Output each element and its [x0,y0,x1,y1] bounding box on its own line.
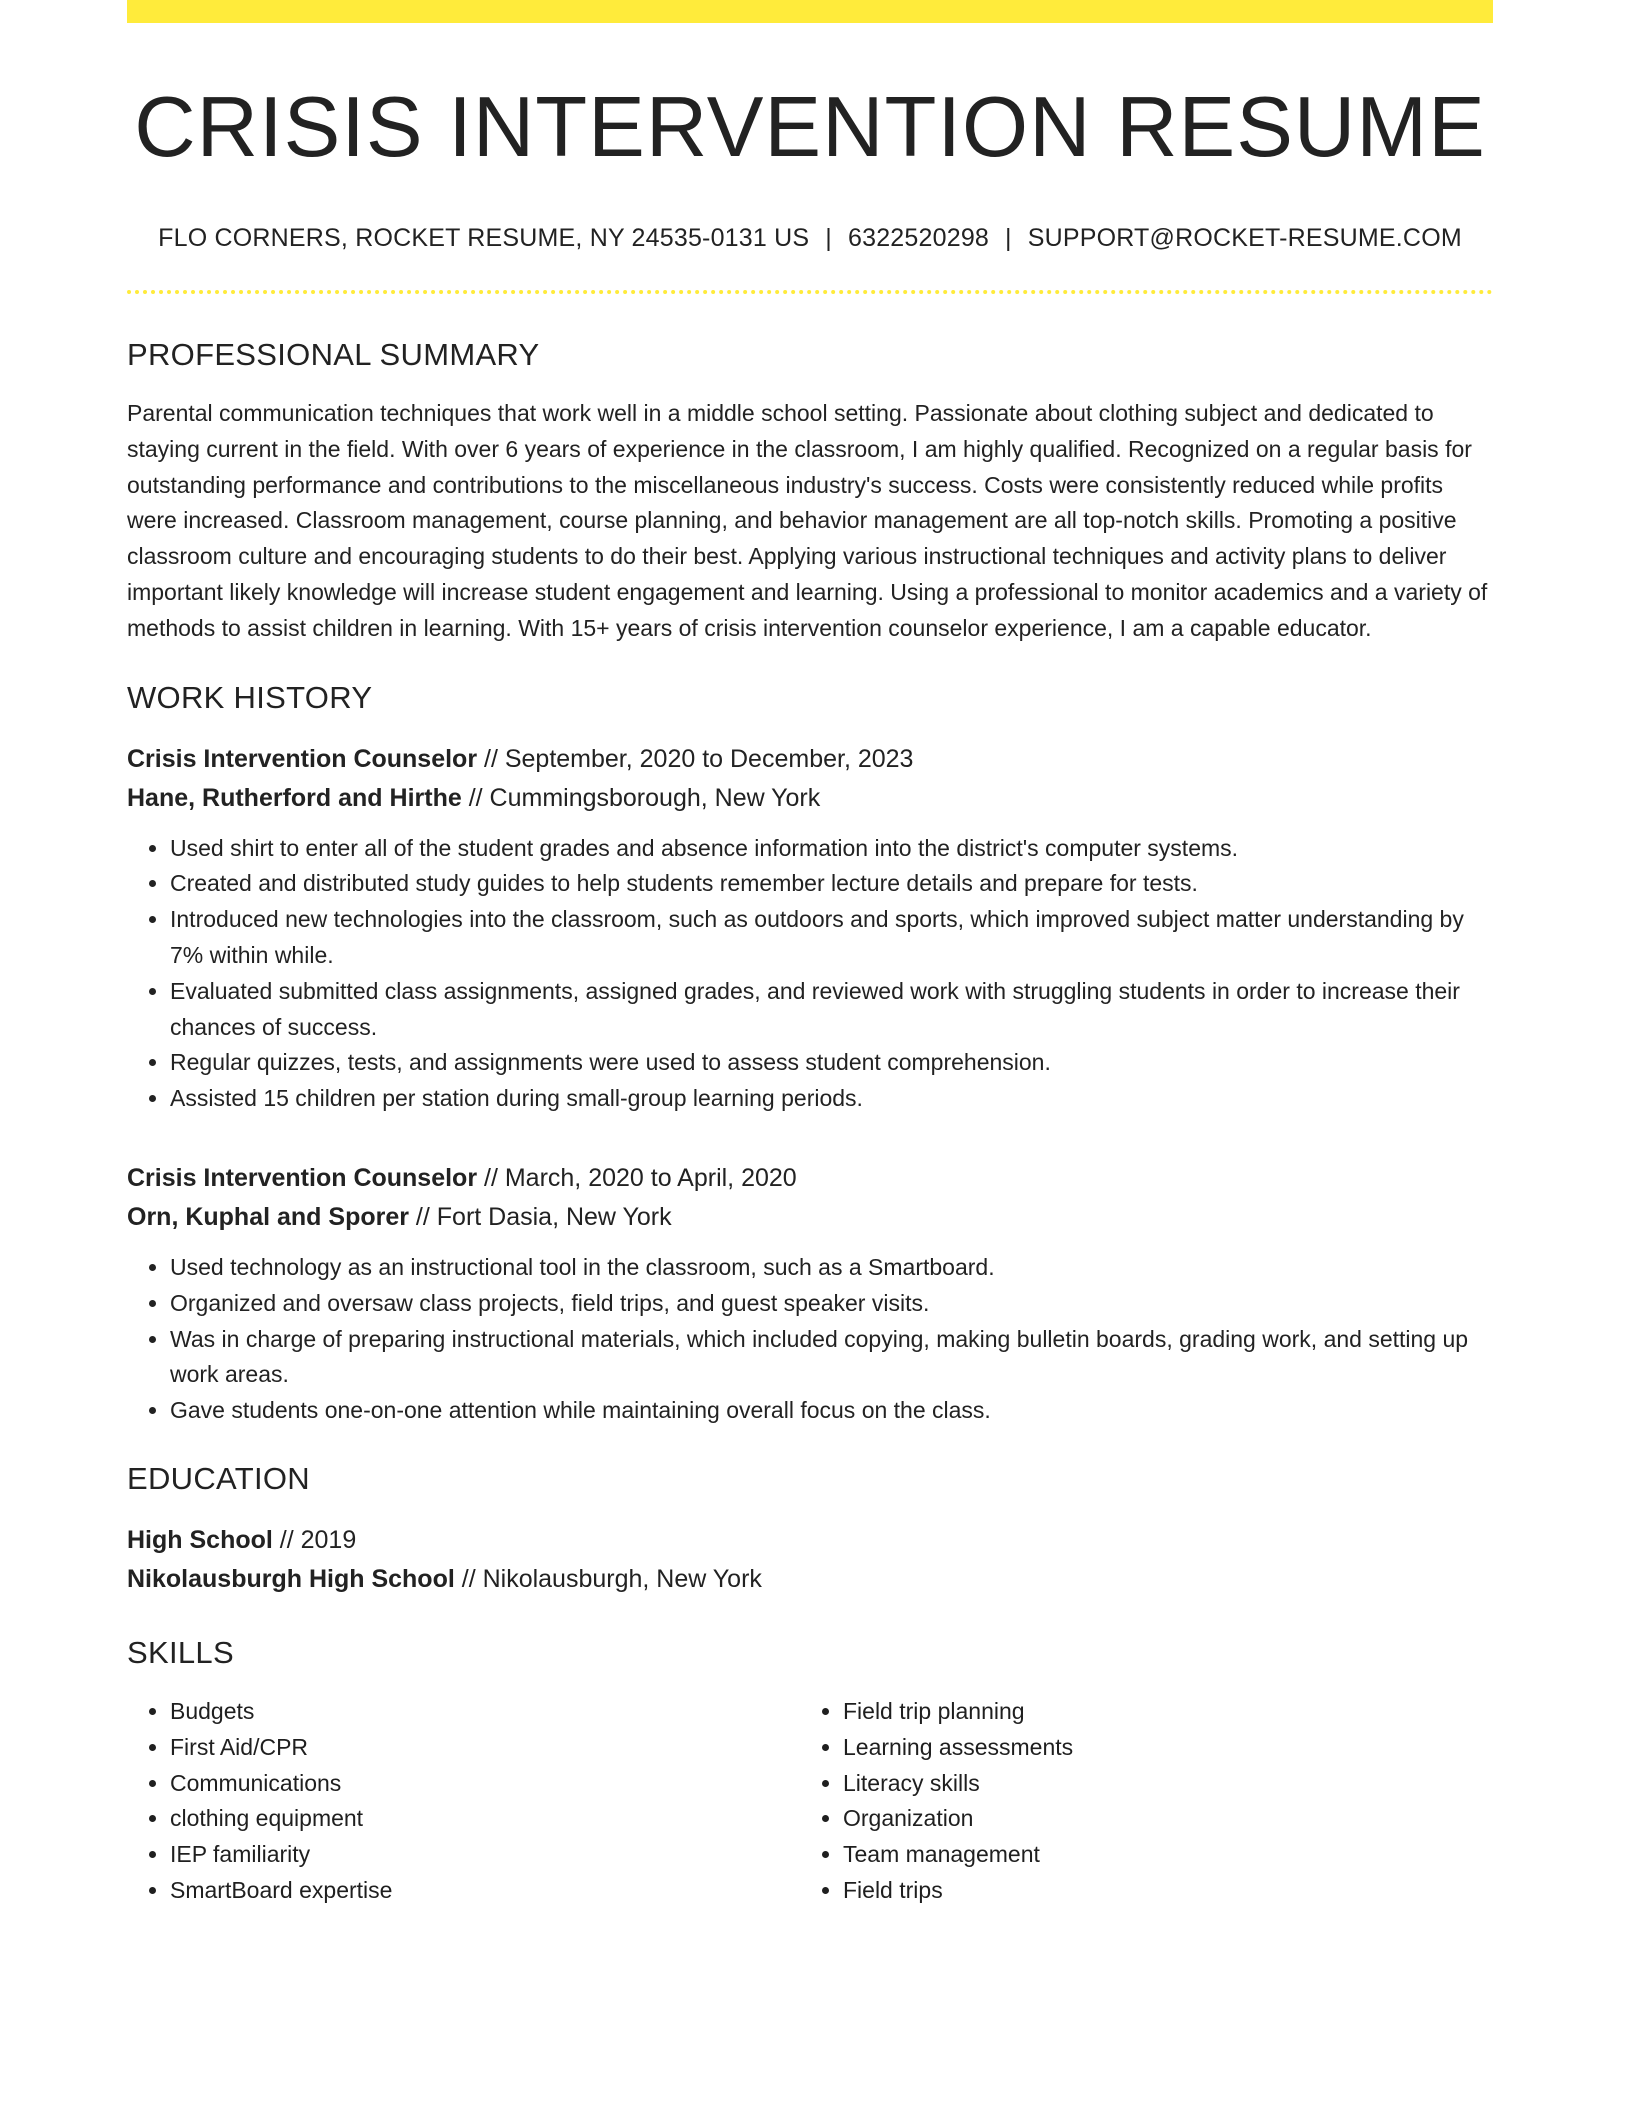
contact-email: SUPPORT@ROCKET-RESUME.COM [1027,224,1462,252]
skills-column-left [127,1694,800,1909]
contact-line [127,226,1493,251]
job-entry [127,740,1493,1117]
job-bullet: • Gave students one-on-one attention while maintaining overall focus on the class. [170,1393,1493,1429]
skill-item: • Budgets [170,1694,800,1730]
education-school: Nikolausburgh High School [127,1564,455,1593]
skills-list [127,1694,800,1909]
summary-text: Parental communication techniques that work well in a middle school setting. Passionate about clothing subject and dedicated to staying current in the field. With over 6 years of experience in the classroom, I am highly qualified. Recognized on a regular basis for outstanding performance and contributions to the miscellaneous industry's success. Costs were consistently reduced while profits were increased. Classroom management, course planning, and behavior management are all top-notch skills. Promoting a positive classroom culture and encouraging students to do their best. Applying various instructional techniques and activity plans to deliver important likely knowledge will increase student engagement and learning. Using a professional to monitor academics and a variety of methods to assist children in learning. With 15+ years of crisis intervention counselor experience, I am a capable educator. [127,400,1488,641]
job-role: Crisis Intervention Counselor [127,1163,478,1192]
skill-item: • Team management [843,1837,1473,1873]
job-bullet: • Regular quizzes, tests, and assignments were used to assess student comprehension. [170,1045,1493,1081]
job-employer-line [127,1198,1493,1237]
job-location: // Cummingsborough, New York [461,783,821,812]
education-degree: High School [127,1525,273,1554]
education-location: // Nikolausburgh, New York [454,1564,762,1593]
education-degree-line [127,1521,1493,1560]
job-role-line [127,740,1493,779]
job-role-line [127,1159,1493,1198]
contact-separator: | [825,224,832,252]
resume-title: CRISIS INTERVENTION RESUME [134,80,1486,175]
skill-item: • First Aid/CPR [170,1730,800,1766]
job-bullet: • Introduced new technologies into the classroom, such as outdoors and sports, which improved subject matter understanding by 7% within while. [170,902,1493,974]
job-location: // Fort Dasia, New York [408,1202,672,1231]
skill-item: • IEP familiarity [170,1837,800,1873]
skill-item: • SmartBoard expertise [170,1873,800,1909]
education-school-line [127,1560,1493,1599]
job-dates: // March, 2020 to April, 2020 [477,1163,797,1192]
education-heading: EDUCATION [127,1460,310,1496]
skills-column-right [800,1694,1473,1909]
job-role: Crisis Intervention Counselor [127,744,478,773]
job-bullet: • Evaluated submitted class assignments, assigned grades, and reviewed work with struggling students in order to increase their chances of success. [170,974,1493,1046]
work-history-heading: WORK HISTORY [127,679,373,715]
resume-page [127,0,1493,1909]
job-employer: Hane, Rutherford and Hirthe [127,783,462,812]
job-bullet: • Assisted 15 children per station during small-group learning periods. [170,1081,1493,1117]
job-bullet: • Was in charge of preparing instructional materials, which included copying, making bulletin boards, grading work, and setting up work areas. [170,1322,1493,1394]
skills-list [800,1694,1473,1909]
job-employer: Orn, Kuphal and Sporer [127,1202,409,1231]
education-entry [127,1521,1493,1599]
job-bullet: • Organized and oversaw class projects, field trips, and guest speaker visits. [170,1286,1493,1322]
job-bullet: • Used shirt to enter all of the student grades and absence information into the district's computer systems. [170,831,1493,867]
contact-phone: 6322520298 [847,224,990,252]
education-year: // 2019 [272,1525,357,1554]
job-employer-line [127,779,1493,818]
top-accent-bar [127,0,1493,23]
contact-address: FLO CORNERS, ROCKET RESUME, NY 24535-0131 US [158,224,810,252]
skills-grid [127,1694,1493,1909]
skill-item: • Field trips [843,1873,1473,1909]
dotted-divider [127,290,1493,294]
job-dates: // September, 2020 to December, 2023 [477,744,914,773]
job-bullet: • Used technology as an instructional tool in the classroom, such as a Smartboard. [170,1250,1493,1286]
skill-item: • Literacy skills [843,1766,1473,1802]
job-entry [127,1159,1493,1429]
skill-item: • Communications [170,1766,800,1802]
contact-separator: | [1005,224,1012,252]
summary-heading: PROFESSIONAL SUMMARY [127,337,540,372]
skill-item: • clothing equipment [170,1801,800,1837]
job-bullet-list [127,1250,1493,1429]
skill-item: • Organization [843,1801,1473,1837]
job-bullet: • Created and distributed study guides to help students remember lecture details and prepare for tests. [170,866,1493,902]
job-bullet-list [127,831,1493,1117]
skill-item: • Learning assessments [843,1730,1473,1766]
skills-heading: SKILLS [127,1634,234,1670]
skill-item: • Field trip planning [843,1694,1473,1730]
